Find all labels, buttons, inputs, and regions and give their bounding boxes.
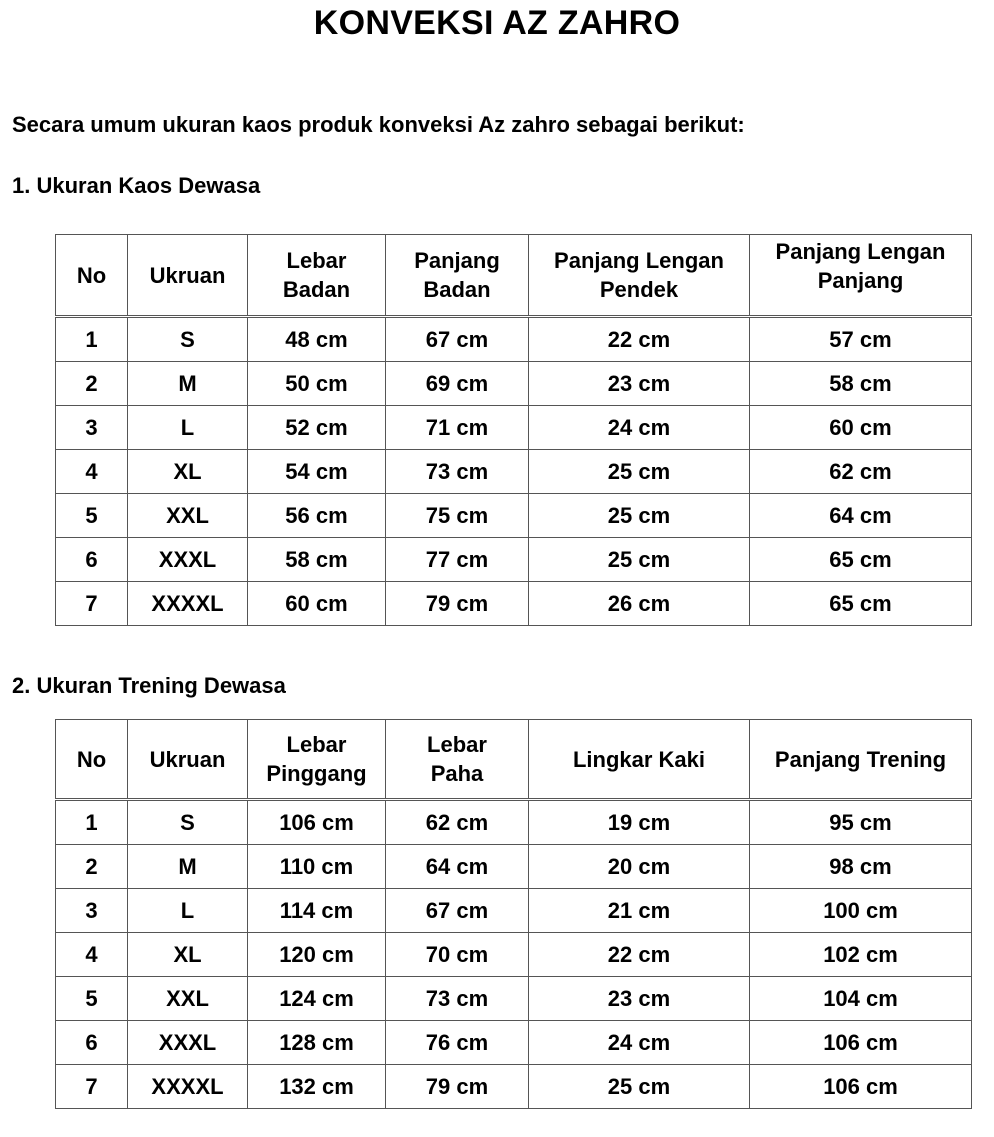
column-header-line: Ukruan: [149, 262, 226, 288]
table-cell: 77 cm: [386, 538, 529, 582]
column-header-line: No: [76, 262, 107, 288]
table-cell: 6: [56, 1021, 128, 1065]
table-cell: 120 cm: [248, 933, 386, 977]
table-cell: S: [128, 800, 248, 845]
table-cell: 70 cm: [386, 933, 529, 977]
table-header-row: [56, 235, 972, 317]
table-cell: 62 cm: [386, 800, 529, 845]
table-cell: 5: [56, 977, 128, 1021]
table-cell: 114 cm: [248, 889, 386, 933]
table-cell: 104 cm: [750, 977, 972, 1021]
table-row: [56, 538, 972, 582]
column-header: [56, 235, 128, 317]
trening-size-table: [55, 719, 972, 1109]
table-cell: 54 cm: [248, 450, 386, 494]
table-cell: 5: [56, 494, 128, 538]
table-cell: 25 cm: [529, 450, 750, 494]
table-cell: 52 cm: [248, 406, 386, 450]
table-row: [56, 450, 972, 494]
table-cell: XXL: [128, 494, 248, 538]
table-cell: 102 cm: [750, 933, 972, 977]
table-row: [56, 1065, 972, 1109]
column-header-line: Panjang Lengan: [775, 239, 946, 264]
table-row: [56, 1021, 972, 1065]
table-cell: 4: [56, 450, 128, 494]
table-cell: 19 cm: [529, 800, 750, 845]
column-header-line: Lebar: [286, 732, 347, 757]
table-cell: 25 cm: [529, 494, 750, 538]
table-cell: 24 cm: [529, 1021, 750, 1065]
table-cell: 79 cm: [386, 1065, 529, 1109]
table-cell: XXL: [128, 977, 248, 1021]
table-cell: XXXL: [128, 1021, 248, 1065]
column-header: [386, 720, 529, 800]
column-header-line: No: [76, 746, 107, 772]
table-cell: 64 cm: [750, 494, 972, 538]
table-cell: 26 cm: [529, 582, 750, 626]
table-cell: 20 cm: [529, 845, 750, 889]
table-cell: 106 cm: [248, 800, 386, 845]
table-cell: 25 cm: [529, 538, 750, 582]
table-row: [56, 582, 972, 626]
table-cell: 2: [56, 845, 128, 889]
table-row: [56, 933, 972, 977]
column-header: [386, 235, 529, 317]
table-cell: 73 cm: [386, 450, 529, 494]
table-cell: 4: [56, 933, 128, 977]
table-cell: 67 cm: [386, 889, 529, 933]
column-header-line: Panjang Trening: [774, 746, 947, 772]
page-title: KONVEKSI AZ ZAHRO: [313, 4, 681, 42]
column-header: [128, 720, 248, 800]
table-cell: 132 cm: [248, 1065, 386, 1109]
column-header-line: Lebar: [427, 732, 487, 757]
column-header: [750, 720, 972, 800]
table-cell: 6: [56, 538, 128, 582]
column-header-line: Badan: [282, 277, 351, 302]
column-header-line: Panjang: [414, 248, 500, 273]
column-header-line: Lebar: [286, 248, 347, 273]
table-cell: 106 cm: [750, 1065, 972, 1109]
table-cell: M: [128, 362, 248, 406]
table-cell: 106 cm: [750, 1021, 972, 1065]
table-cell: 100 cm: [750, 889, 972, 933]
table-row: [56, 362, 972, 406]
table-header-row: [56, 720, 972, 800]
table-cell: 1: [56, 800, 128, 845]
table-cell: 2: [56, 362, 128, 406]
table-cell: XL: [128, 450, 248, 494]
table-cell: 22 cm: [529, 933, 750, 977]
column-header: [128, 235, 248, 317]
table-cell: 71 cm: [386, 406, 529, 450]
table-cell: 65 cm: [750, 582, 972, 626]
section-heading-kaos: 1. Ukuran Kaos Dewasa: [12, 173, 261, 198]
table-cell: 110 cm: [248, 845, 386, 889]
column-header-line: Panjang: [817, 268, 904, 293]
column-header-line: Pinggang: [266, 761, 367, 786]
table-cell: 3: [56, 889, 128, 933]
table-cell: 7: [56, 582, 128, 626]
table-cell: L: [128, 406, 248, 450]
table-cell: 23 cm: [529, 977, 750, 1021]
section-heading-trening: 2. Ukuran Trening Dewasa: [12, 673, 286, 698]
column-header-line: Lingkar Kaki: [572, 746, 706, 772]
column-header: [248, 720, 386, 800]
table-row: [56, 494, 972, 538]
column-header: [529, 235, 750, 317]
table-cell: 3: [56, 406, 128, 450]
kaos-size-table: [55, 234, 972, 626]
table-cell: 23 cm: [529, 362, 750, 406]
table-cell: 76 cm: [386, 1021, 529, 1065]
table-row: [56, 889, 972, 933]
table-cell: 79 cm: [386, 582, 529, 626]
table-row: [56, 845, 972, 889]
table-cell: 56 cm: [248, 494, 386, 538]
table-cell: 22 cm: [529, 317, 750, 362]
column-header-line: Ukruan: [149, 746, 226, 772]
table-row: [56, 977, 972, 1021]
table-cell: 25 cm: [529, 1065, 750, 1109]
column-header-line: Paha: [430, 761, 484, 786]
table-cell: XL: [128, 933, 248, 977]
table-cell: 1: [56, 317, 128, 362]
column-header: [750, 235, 972, 317]
table-cell: 60 cm: [750, 406, 972, 450]
table-cell: 73 cm: [386, 977, 529, 1021]
table-cell: L: [128, 889, 248, 933]
table-cell: 58 cm: [750, 362, 972, 406]
column-header: [529, 720, 750, 800]
table-cell: XXXXL: [128, 1065, 248, 1109]
table-cell: 57 cm: [750, 317, 972, 362]
table-cell: M: [128, 845, 248, 889]
column-header-line: Badan: [423, 277, 491, 302]
table-row: [56, 317, 972, 362]
table-cell: 24 cm: [529, 406, 750, 450]
table-cell: 62 cm: [750, 450, 972, 494]
table-cell: 67 cm: [386, 317, 529, 362]
column-header: [248, 235, 386, 317]
table-cell: 21 cm: [529, 889, 750, 933]
table-cell: 69 cm: [386, 362, 529, 406]
table-cell: 124 cm: [248, 977, 386, 1021]
table-cell: 7: [56, 1065, 128, 1109]
table-cell: 98 cm: [750, 845, 972, 889]
column-header-line: Panjang Lengan: [554, 248, 724, 273]
intro-text: Secara umum ukuran kaos produk konveksi Az zahro sebagai berikut:: [12, 112, 745, 137]
table-cell: 64 cm: [386, 845, 529, 889]
table-row: [56, 406, 972, 450]
column-header: [56, 720, 128, 800]
table-cell: XXXXL: [128, 582, 248, 626]
table-cell: 75 cm: [386, 494, 529, 538]
table-cell: 60 cm: [248, 582, 386, 626]
table-cell: 65 cm: [750, 538, 972, 582]
table-cell: 48 cm: [248, 317, 386, 362]
table-cell: 50 cm: [248, 362, 386, 406]
table-cell: 95 cm: [750, 800, 972, 845]
table-cell: S: [128, 317, 248, 362]
table-cell: 58 cm: [248, 538, 386, 582]
table-row: [56, 800, 972, 845]
table-cell: XXXL: [128, 538, 248, 582]
column-header-line: Pendek: [599, 277, 679, 302]
table-cell: 128 cm: [248, 1021, 386, 1065]
